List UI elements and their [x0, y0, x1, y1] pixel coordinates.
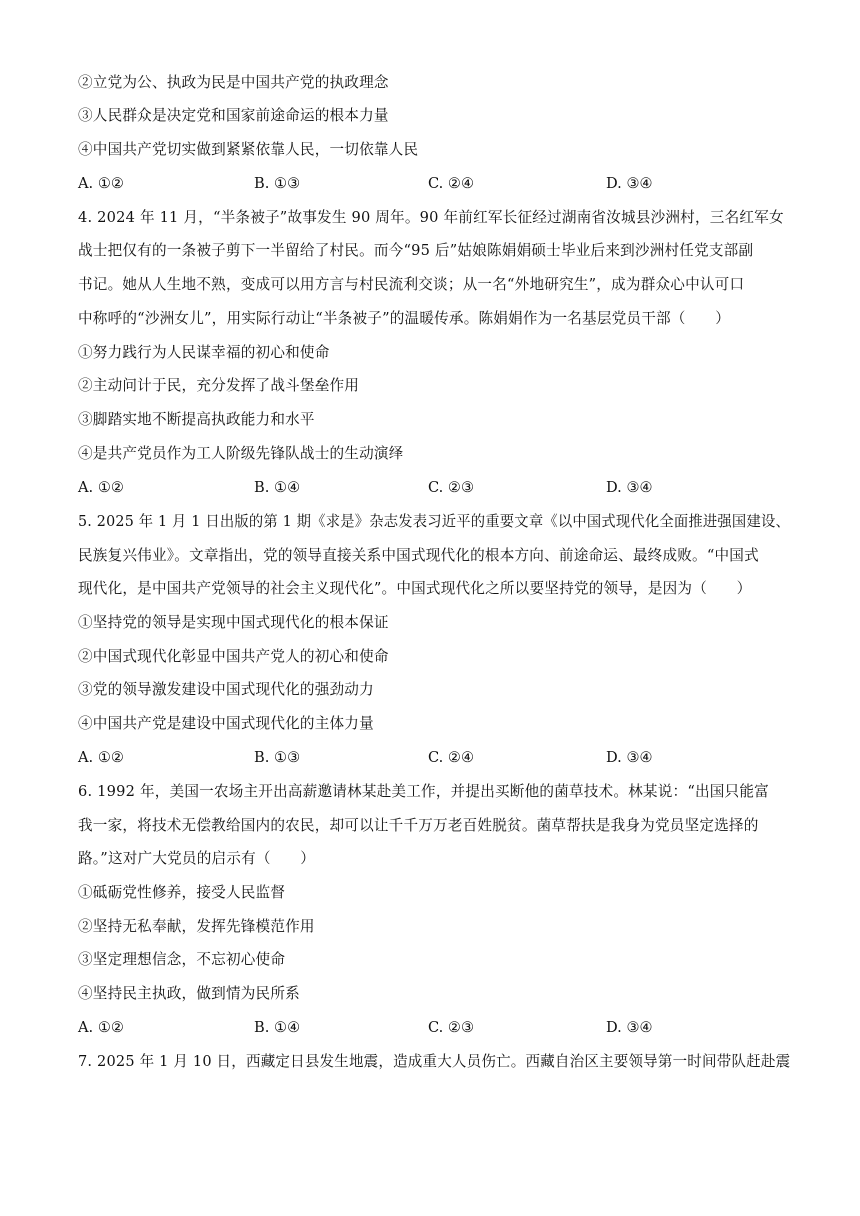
q5-option-b: B. ①③ — [254, 749, 301, 766]
q3-option-d: D. ③④ — [606, 175, 653, 192]
q6-option-c: C. ②③ — [428, 1019, 475, 1036]
q4-option-c: C. ②③ — [428, 479, 475, 496]
q5-option-c: C. ②④ — [428, 749, 475, 766]
q3-item-4: ④中国共产党切实做到紧紧依靠人民，一切依靠人民 — [78, 141, 419, 158]
q3-item-3: ③人民群众是决定党和国家前途命运的根本力量 — [78, 107, 389, 124]
q3-option-b: B. ①③ — [254, 175, 301, 192]
q5-item-4: ④中国共产党是建设中国式现代化的主体力量 — [78, 715, 374, 732]
q4-option-b: B. ①④ — [254, 479, 301, 496]
q6-stem-line-2: 我一家，将技术无偿教给国内的农民，却可以让千千万万老百姓脱贫。菌草帮扶是我身为党员坚定选择的 — [78, 817, 759, 834]
q5-option-d: D. ③④ — [606, 749, 653, 766]
q5-item-3: ③党的领导激发建设中国式现代化的强劲动力 — [78, 681, 374, 698]
q3-option-a: A. ①② — [78, 175, 124, 192]
q6-stem-line-1: 6. 1992 年，美国一农场主开出高薪邀请林某赴美工作，并提出买断他的菌草技术。林某说：“出国只能富 — [78, 783, 769, 800]
q4-stem-line-1: 4. 2024 年 11 月，“半条被子”故事发生 90 周年。90 年前红军长征经过湖南省汝城县沙洲村，三名红军女 — [78, 209, 784, 226]
q4-item-3: ③脚踏实地不断提高执政能力和水平 — [78, 411, 315, 428]
q5-item-1: ①坚持党的领导是实现中国式现代化的根本保证 — [78, 614, 389, 631]
q3-option-c: C. ②④ — [428, 175, 475, 192]
q4-item-4: ④是共产党员作为工人阶级先锋队战士的生动演绎 — [78, 445, 404, 462]
q5-stem-line-3: 现代化，是中国共产党领导的社会主义现代化”。中国式现代化之所以要坚持党的领导，是因为（ ） — [78, 580, 752, 597]
q6-item-2: ②坚持无私奉献，发挥先锋模范作用 — [78, 918, 315, 935]
q6-stem-line-3: 路。”这对广大党员的启示有（ ） — [78, 850, 316, 867]
q4-stem-line-3: 书记。她从人生地不熟，变成可以用方言与村民流利交谈；从一名“外地研究生”，成为群众心中认可口 — [78, 276, 745, 293]
q6-item-3: ③坚定理想信念，不忘初心使命 — [78, 951, 286, 968]
q5-stem-line-2: 民族复兴伟业》。文章指出，党的领导直接关系中国式现代化的根本方向、前途命运、最终成败。“中国式 — [78, 547, 759, 564]
q5-stem-line-1: 5. 2025 年 1 月 1 日出版的第 1 期《求是》杂志发表习近平的重要文章《以中国式现代化全面推进强国建设、 — [78, 513, 790, 530]
q4-option-d: D. ③④ — [606, 479, 653, 496]
q6-option-b: B. ①④ — [254, 1019, 301, 1036]
q4-stem-line-2: 战士把仅有的一条被子剪下一半留给了村民。而今“95 后”姑娘陈娟娟硕士毕业后来到沙洲村任党支部副 — [78, 242, 754, 259]
q5-option-a: A. ①② — [78, 749, 124, 766]
q3-item-2: ②立党为公、执政为民是中国共产党的执政理念 — [78, 74, 389, 91]
q4-item-2: ②主动问计于民，充分发挥了战斗堡垒作用 — [78, 377, 360, 394]
q6-option-a: A. ①② — [78, 1019, 124, 1036]
q4-stem-line-4: 中称呼的“沙洲女儿”，用实际行动让“半条被子”的温暖传承。陈娟娟作为一名基层党员干部（ ） — [78, 310, 730, 327]
q6-item-1: ①砥砺党性修养，接受人民监督 — [78, 884, 286, 901]
q4-option-a: A. ①② — [78, 479, 124, 496]
q7-stem-line-1: 7. 2025 年 1 月 10 日，西藏定日县发生地震，造成重大人员伤亡。西藏自治区主要领导第一时间带队赶赴震 — [78, 1053, 791, 1070]
q5-item-2: ②中国式现代化彰显中国共产党人的初心和使命 — [78, 648, 389, 665]
q6-item-4: ④坚持民主执政，做到情为民所系 — [78, 985, 300, 1002]
q6-option-d: D. ③④ — [606, 1019, 653, 1036]
q4-item-1: ①努力践行为人民谋幸福的初心和使命 — [78, 344, 330, 361]
